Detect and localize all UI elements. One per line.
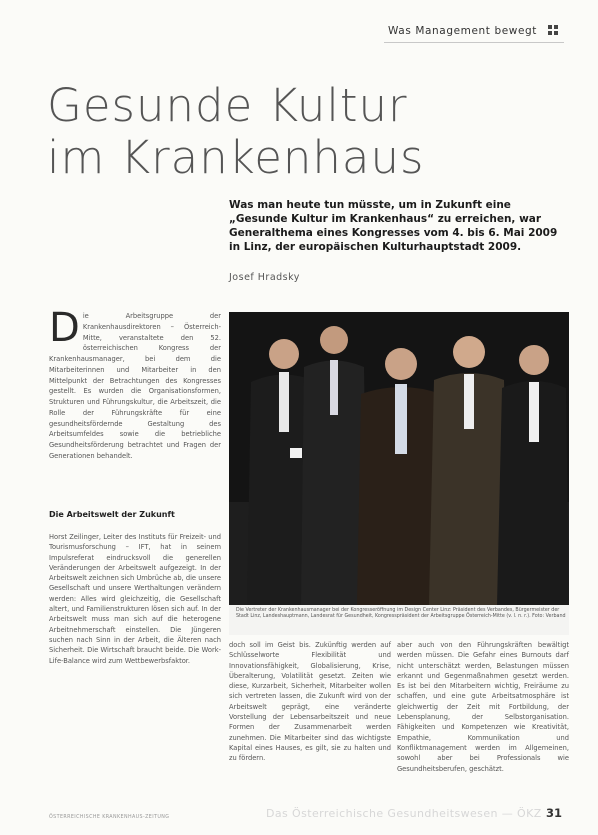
footer-magazine: Das Österreichische Gesundheitswesen — ÖKZ <box>266 807 542 820</box>
photo-caption: Die Vertreter der Krankenhausmanager bei der Kongresseröffnung im Design Center Linz: Präsident des Verbandes, Bürgermeister der Stadt Linz, Landeshauptmann, Landesrat für Gesundheit, Kongresspräsident der Arbeitsgruppe Österreich-Mitte (v. l. n. r.). Foto: Verband <box>236 608 566 620</box>
footer-publication: ÖSTERREICHISCHE KRANKENHAUS-ZEITUNG <box>49 815 170 820</box>
title-line-1: Gesunde Kultur <box>47 79 408 132</box>
dropcap: D <box>49 305 80 351</box>
section-subhead: Die Arbeitswelt der Zukunft <box>49 510 175 519</box>
section-label: Was Management bewegt <box>388 25 538 37</box>
group-photo-illustration <box>229 312 569 605</box>
article-author: Josef Hradsky <box>229 272 300 283</box>
title-line-2: im Krankenhaus <box>47 131 425 184</box>
group-photo <box>229 312 569 605</box>
body-left: Horst Zeilinger, Leiter des Instituts für Freizeit- und Tourismusforschung – IFT, hat in seinem Impulsreferat eindrucksvoll die generellen Veränderungen der Arbeitswelt aufgezeigt. In der Arbeitswelt zeichnen sich Umbrüche ab, die unsere Gesellschaft und unsere Werthaltungen verändern werden: Alles wird gleichzeitig, die Gesellschaft altert, und Familienstrukturen lösen sich auf. In der Arbeitswelt muss man sich auf die heterogene Arbeitnehmerschaft einstellen. Die Jüngeren suchen nach Sinn in der Arbeit, die Älteren nach Sicherheit. Die Wirtschaft braucht beide. Die Work-Life-Balance wird zum Wettbewerbsfaktor. <box>49 533 221 665</box>
intro-paragraph <box>49 305 221 462</box>
body-right: aber auch von den Führungskräften bewältigt werden müssen. Die Gefahr eines Burnouts darf nicht unterschätzt werden, Belastungen müssen erkannt und Gegenmaßnahmen gesetzt werden. Es ist bei den Mitarbeitern wichtig, Freiräume zu schaffen, und eine gute Arbeitsatmosphäre ist gleichwertig der Zeit mit Fortbildung, der Lebensplanung, der Selbstorganisation. Fähigkeiten und Kompetenzen wie Kreativität, Empathie, Kommunikation und Konfliktmanagement werden im Allgemeinen, sowohl aber bei Professionals wie Gesundheitsberufen, geschätzt. <box>397 641 569 773</box>
article-lead: Was man heute tun müsste, um in Zukunft eine „Gesunde Kultur im Krankenhaus“ zu erreichen, war Generalthema eines Kongresses vom 4. bis 6. Mai 2009 in Linz, der europäischen Kulturhauptstadt 2009. <box>229 199 558 253</box>
article-title <box>47 80 424 184</box>
intro-text: ie Arbeitsgruppe der Krankenhausdirektoren – Österreich-Mitte, veranstaltete den 52. österreichischen Kongress der Krankenhausmanager, bei dem die Mitarbeiterinnen und Mitarbeiter in den Mittelpunkt der Betrachtungen des Kongresses gestellt. Es wurden die Organisationsformen, Strukturen und Führungskultur, die Arbeitszeit, die Rolle der Führungskräfte für eine gesundheitsfördernde Gestaltung des Arbeitsumfeldes sowie die betriebliche Gesundheitsförderung betrachtet und Fragen der Generationen behandelt. <box>49 312 221 460</box>
page-number: 31 <box>546 806 563 820</box>
header-rule <box>384 42 564 43</box>
body-bottom: doch soll im Geist bis. Zukünftig werden auf Schlüsselworte Flexibilität und Innovationsfähigkeit, Globalisierung, Krise, Überalterung, Volatilität gesetzt. Zeiten wie diese, Kurzarbeit, Sicherheit, Mitarbeiter wollen sich vertreten lassen, die Zukunft wird von der Arbeitswelt geprägt, eine veränderte Vorstellung der Lebensarbeitszeit und neue Formen der Zusammenarbeit werden zunehmen. Die Mitarbeiter sind das wichtigste Kapital eines Hauses, es gilt, sie zu halten und zu fördern. <box>229 641 391 763</box>
grid-dots-icon <box>548 25 560 37</box>
